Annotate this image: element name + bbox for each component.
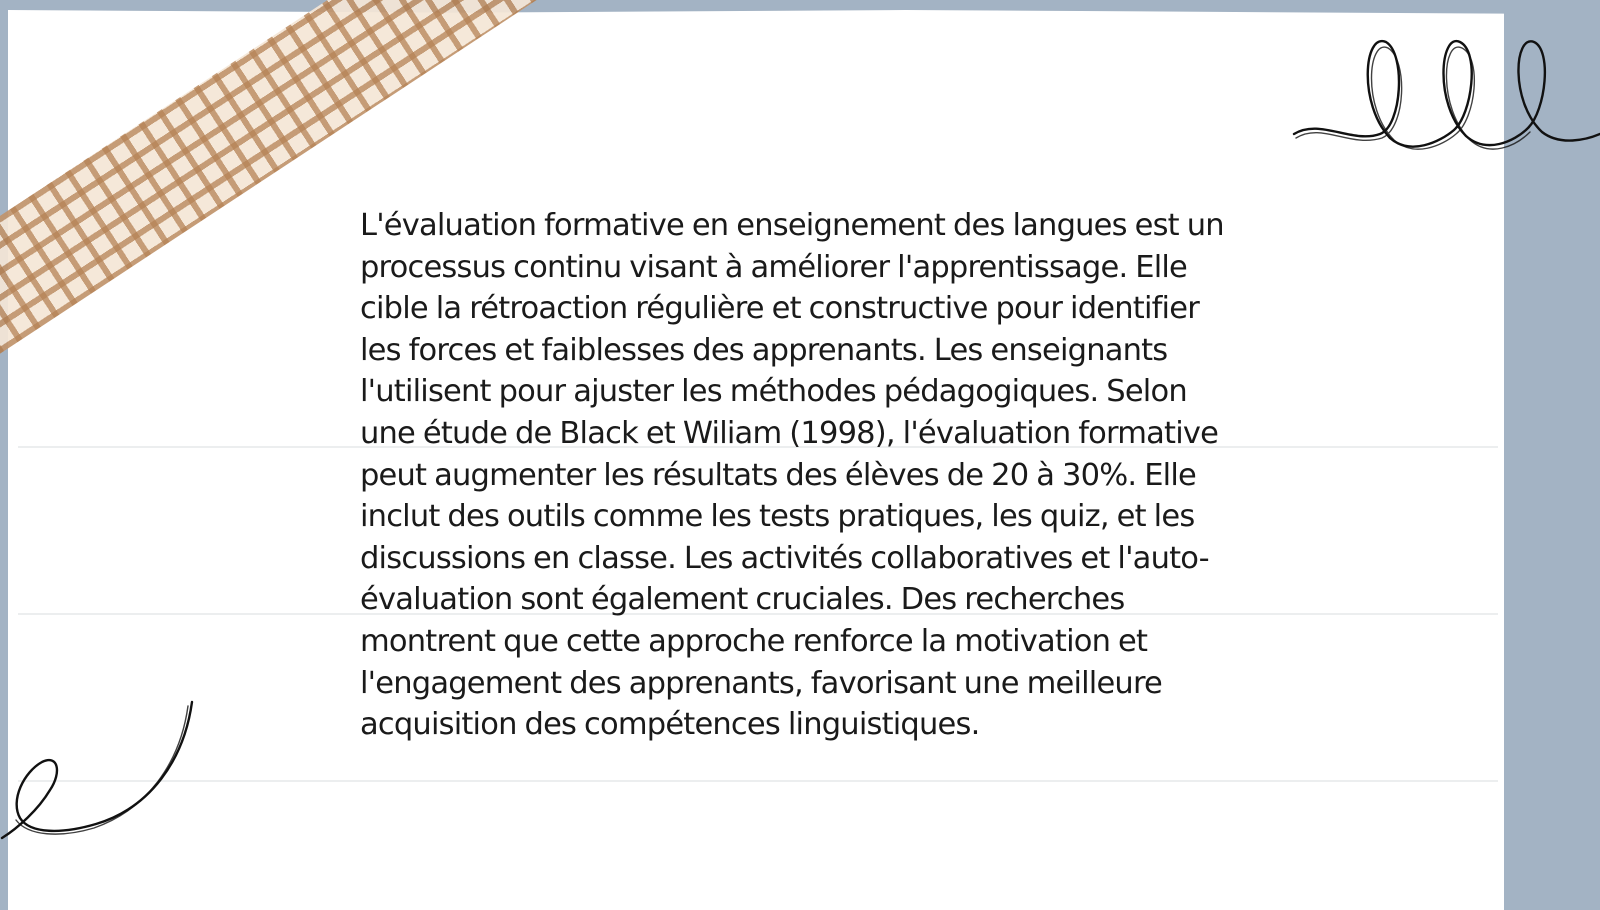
ruled-line <box>18 780 1498 782</box>
swirl-scribble-icon <box>0 700 200 850</box>
body-paragraph: L'évaluation formative en enseignement des langues est un processus continu visant à améliorer l'apprentissage. Elle cible la rétroaction régulière et constructive pour identifier les forces et faiblesses des apprenants. Les enseignants l'utilisent pour ajuster les méthodes pédagogiques. Selon une étude de Black et Wiliam (1998), l'évaluation formative peut augmenter les résultats des élèves de 20 à 30%. Elle inclut des outils comme les tests pratiques, les quiz, et les discussions en classe. Les activités collaboratives et l'auto-évaluation sont également cruciales. Des recherches montrent que cette approche renforce la motivation et l'engagement des apprenants, favorisant une meilleure acquisition des compétences linguistiques. <box>360 208 1224 743</box>
loop-scribble-icon <box>1290 30 1600 170</box>
